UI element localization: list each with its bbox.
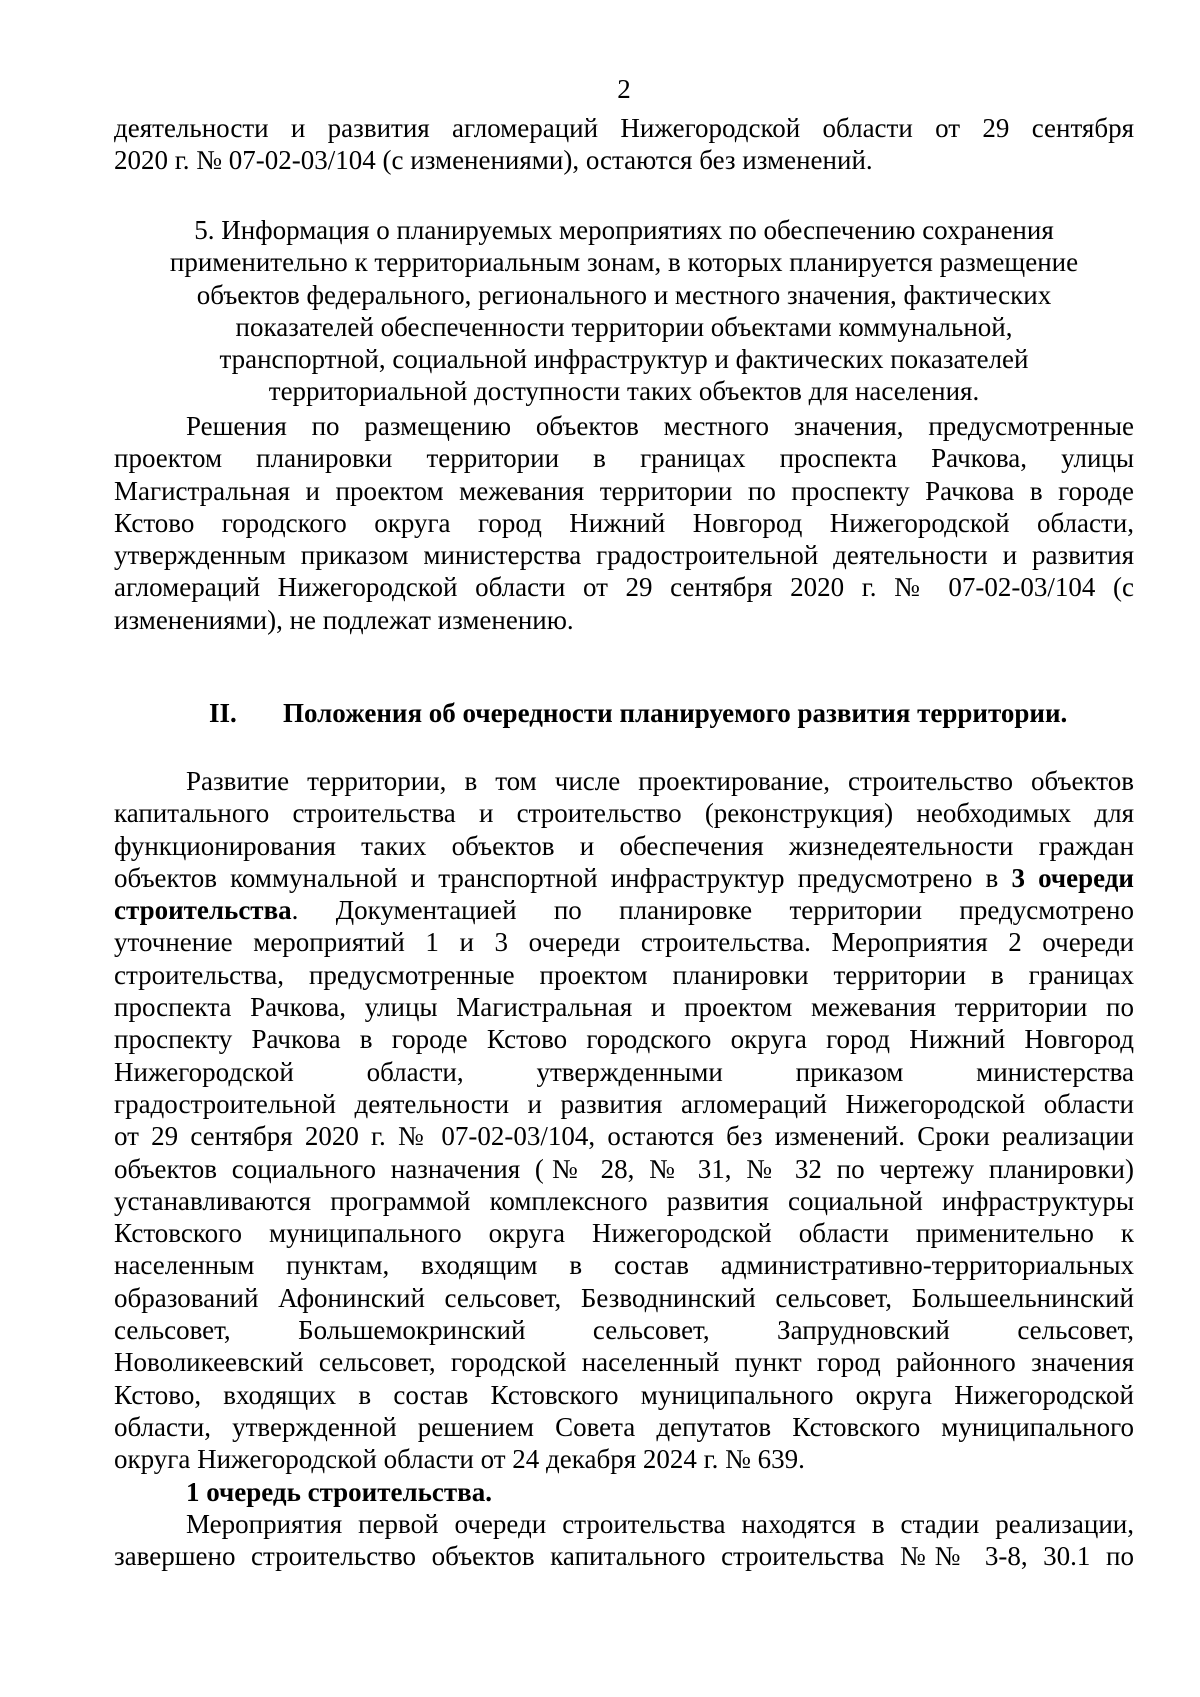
text-line: проспекта Рачкова, улицы Магистральная и проектом межевания территории по — [114, 992, 1134, 1023]
development-paragraph — [114, 765, 1134, 1572]
heading-line: показателей обеспеченности территории объектами коммунальной, — [235, 311, 1013, 342]
text-line: Кстово, входящих в состав Кстовского муниципального округа Нижегородской — [114, 1379, 1134, 1410]
text-line: Мероприятия первой очереди строительства находятся в стадии реализации, — [186, 1508, 1134, 1539]
bold-run: 3 очереди — [1011, 862, 1134, 893]
text-line: функционирования таких объектов и обеспечения жизнедеятельности граждан — [114, 830, 1134, 861]
text-line: капитального строительства и строительство (реконструкция) необходимых для — [114, 798, 1134, 829]
text-line: Магистральная и проектом межевания территории по проспекту Рачкова в городе — [114, 475, 1134, 506]
text-line: 2020 г. № 07-02-03/104 (с изменениями), остаются без изменений. — [114, 145, 873, 176]
text-line: населенным пунктам, входящим в состав административно-территориальных — [114, 1250, 1134, 1281]
heading-line: применительно к территориальным зонам, в которых планируется размещение — [169, 247, 1079, 278]
text-line: завершено строительство объектов капитального строительства №№ 3-8, 30.1 по — [114, 1541, 1134, 1572]
text-run: . Документацией по планировке территории предусмотрено — [291, 895, 1134, 926]
text-line: устанавливаются программой комплексного развития социальной инфраструктуры — [114, 1185, 1134, 1216]
text-line: проспекту Рачкова в городе Кстово городского округа город Нижний Новгород — [114, 1024, 1134, 1055]
text-line: объектов социального назначения (№ 28, № 31, № 32 по чертежу планировки) — [114, 1153, 1134, 1184]
text-run: объектов коммунальной и транспортной инфраструктур предусмотрено в — [114, 862, 1012, 893]
text-line: градостроительной деятельности и развития агломераций Нижегородской области — [114, 1088, 1134, 1119]
text-line: проектом планировки территории в границах проспекта Рачкова, улицы — [114, 443, 1134, 474]
section-title: Положения об очередности планируемого развития территории. — [283, 698, 1068, 728]
heading-line: объектов федерального, регионального и местного значения, фактических — [196, 279, 1052, 310]
text-line: Новоликеевский сельсовет, городской населенный пункт город районного значения — [114, 1347, 1134, 1378]
text-line: Кстовского муниципального округа Нижегородской области применительно к — [114, 1218, 1134, 1249]
text-line: деятельности и развития агломераций Нижегородской области от 29 сентября — [114, 113, 1134, 143]
bold-run: строительства — [114, 895, 292, 926]
heading-line: территориальной доступности таких объектов для населения. — [268, 376, 980, 407]
text-line: области, утвержденной решением Совета депутатов Кстовского муниципального — [114, 1411, 1134, 1442]
heading-line: транспортной, социальной инфраструктур и фактических показателей — [219, 344, 1029, 375]
decisions-paragraph — [114, 410, 1134, 636]
section-number: II. — [209, 698, 237, 728]
heading-line: 5. Информация о планируемых мероприятиях по обеспечению сохранения — [194, 215, 1054, 245]
text-line: образований Афонинский сельсовет, Безводнинский сельсовет, Большеельнинский — [114, 1282, 1134, 1313]
text-line: сельсовет, Большемокринский сельсовет, Запрудновский сельсовет, — [114, 1315, 1134, 1346]
text-line: Кстово городского округа город Нижний Новгород Нижегородской области, — [114, 507, 1134, 538]
text-line: утвержденным приказом министерства градостроительной деятельности и развития — [114, 540, 1134, 571]
stage-1-heading: 1 очередь строительства. — [186, 1476, 492, 1507]
text-line — [114, 862, 1134, 894]
text-line: Решения по размещению объектов местного значения, предусмотренные — [186, 411, 1134, 441]
text-line: изменениями), не подлежат изменению. — [114, 604, 574, 635]
text-line — [114, 894, 1134, 926]
text-line: от 29 сентября 2020 г. № 07-02-03/104, остаются без изменений. Сроки реализации — [114, 1121, 1134, 1152]
page-number: 2 — [617, 74, 631, 104]
intro-paragraph — [114, 112, 1134, 177]
text-line: строительства, предусмотренные проектом планировки территории в границах — [114, 959, 1134, 990]
heading-section-5 — [114, 214, 1134, 408]
text-line: Нижегородской области, утвержденными приказом министерства — [114, 1056, 1134, 1087]
text-line: округа Нижегородской области от 24 декабря 2024 г. № 639. — [114, 1444, 805, 1475]
text-line: агломераций Нижегородской области от 29 сентября 2020 г. № 07-02-03/104 (с — [114, 572, 1134, 603]
text-line: уточнение мероприятий 1 и 3 очереди строительства. Мероприятия 2 очереди — [114, 927, 1134, 958]
text-line: Развитие территории, в том числе проектирование, строительство объектов — [186, 766, 1134, 796]
